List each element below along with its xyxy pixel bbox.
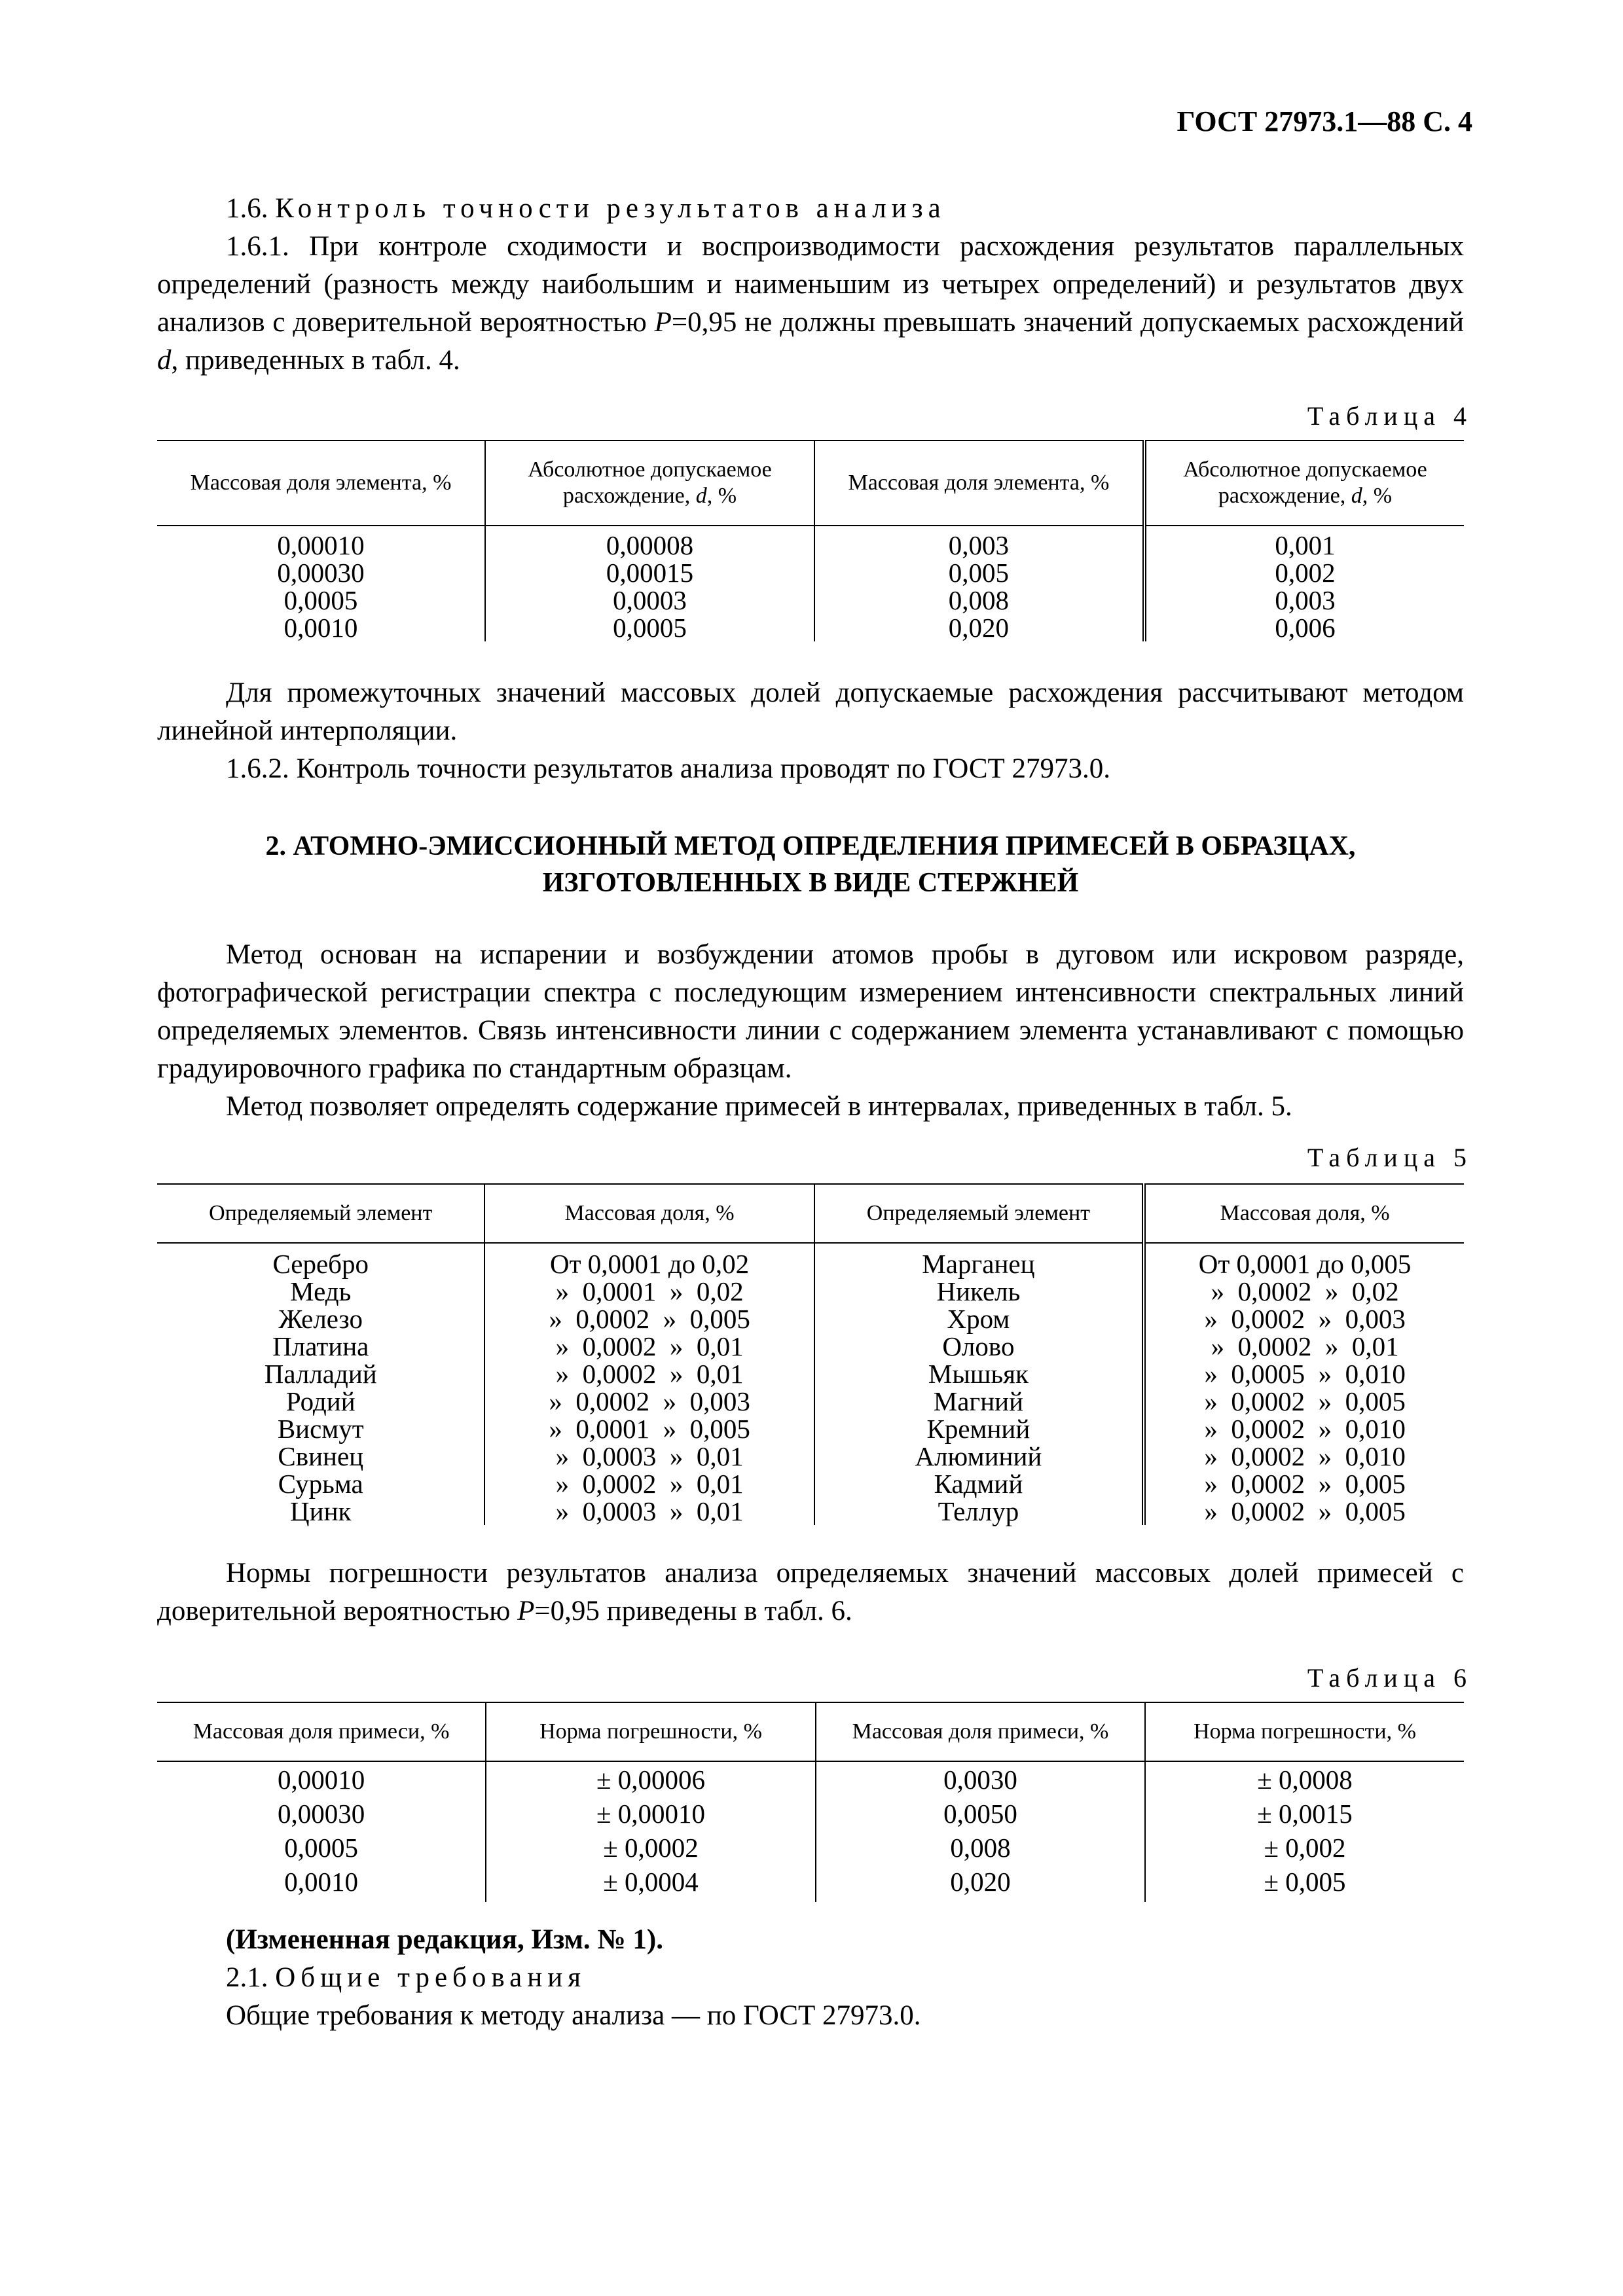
table-column: 0,00008 0,00015 0,0003 0,0005 <box>485 526 814 641</box>
paragraph: Общие требования к методу анализа — по ГОСТ 27973.0. <box>226 2000 921 2031</box>
section-title <box>157 1959 1464 1997</box>
symbol-p: P <box>654 307 672 338</box>
table-row <box>157 526 1464 641</box>
table-6 <box>157 1702 1464 1902</box>
table-column: 0,003 0,005 0,008 0,020 <box>814 526 1144 641</box>
table-header: Абсолютное допускаемое расхождение, d, % <box>1144 440 1464 526</box>
heading-line: 2. АТОМНО-ЭМИССИОННЫЙ МЕТОД ОПРЕДЕЛЕНИЯ ПРИМЕСЕЙ В ОБРАЗЦАХ, <box>265 831 1356 861</box>
section-title-text: Общие требования <box>275 1962 587 1993</box>
table-4-caption: Таблица 4 <box>1307 401 1472 431</box>
section-2-heading <box>157 828 1464 901</box>
table-6-caption: Таблица 6 <box>1307 1663 1472 1693</box>
method-paragraphs <box>157 936 1464 1126</box>
table-header: Определяемый элемент <box>157 1184 484 1243</box>
text-run: Нормы погрешности результатов анализа определяемых значений массовых долей примесей с доверительной вероятностью <box>157 1558 1464 1626</box>
interpolation-paragraphs <box>157 674 1464 788</box>
paragraph-1-6-2: 1.6.2. Контроль точности результатов анализа проводят по ГОСТ 27973.0. <box>226 753 1111 784</box>
table-5-caption: Таблица 5 <box>1307 1143 1472 1172</box>
paragraph: Метод позволяет определять содержание примесей в интервалах, приведенных в табл. 5. <box>226 1091 1292 1122</box>
table-header: Абсолютное допускаемое расхождение, d, % <box>485 440 814 526</box>
table-column: ± 0,0008 ± 0,0015 ± 0,002 ± 0,005 <box>1257 1765 1353 1897</box>
table-column: 0,001 0,002 0,003 0,006 <box>1275 530 1336 643</box>
norms-paragraph <box>157 1554 1464 1630</box>
heading-line: ИЗГОТОВЛЕННЫХ В ВИДЕ СТЕРЖНЕЙ <box>542 868 1079 898</box>
page-header: ГОСТ 27973.1—88 С. 4 <box>1176 105 1472 137</box>
closing-section <box>157 1921 1464 2035</box>
table-header: Массовая доля примеси, % <box>816 1702 1145 1761</box>
table-row <box>157 1243 1464 1525</box>
table-header: Норма погрешности, % <box>1145 1702 1464 1761</box>
table-column: 0,00010 0,00030 0,0005 0,0010 <box>157 1761 486 1902</box>
table-header: Массовая доля элемента, % <box>157 440 485 526</box>
table-column: ± 0,00006 ± 0,00010 ± 0,0002 ± 0,0004 <box>486 1761 816 1902</box>
table-column: Марганец Никель Хром Олово Мышьяк Магний Кремний Алюминий Кадмий Теллур <box>814 1243 1144 1525</box>
table-column: От 0,0001 до 0,005 » 0,0002 » 0,02 » 0,0002 » 0,003 » 0,0002 » 0,01 » 0,0005 » 0,010 » 0,0002 » 0,005 » 0,0002 » 0,010 » 0,0002 » 0,010 » 0,0002 » 0,005 » 0,0002 » 0,005 <box>1198 1249 1412 1526</box>
table-header: Массовая доля, % <box>484 1184 814 1243</box>
section-1-6 <box>157 190 1464 380</box>
table-row <box>157 1761 1464 1902</box>
table-column: 0,0030 0,0050 0,008 0,020 <box>816 1761 1145 1902</box>
table-column: Серебро Медь Железо Платина Палладий Родий Висмут Свинец Сурьма Цинк <box>157 1243 484 1525</box>
paragraph-1-6-1 <box>157 228 1464 380</box>
table-header: Массовая доля примеси, % <box>157 1702 486 1761</box>
section-number: 1.6. <box>226 193 268 224</box>
table-header: Массовая доля, % <box>1144 1184 1464 1243</box>
paragraph <box>157 1554 1464 1630</box>
text-run: 1.6.1. При контроле сходимости и воспроизводимости расхождения результатов параллельных определений (разность между наибольшим и наименьшим из четырех определений) и результатов двух анализов с доверительной вероятностью <box>157 231 1464 338</box>
table-column: 0,00010 0,00030 0,0005 0,0010 <box>157 526 485 641</box>
symbol-d: d <box>157 345 172 376</box>
text-run: , приведенных в табл. 4. <box>171 345 460 376</box>
section-title <box>157 190 1464 228</box>
section-title-text: Контроль точности результатов анализа <box>275 193 946 224</box>
text-run: =0,95 приведены в табл. 6. <box>534 1596 852 1626</box>
table-header: Норма погрешности, % <box>486 1702 816 1761</box>
text-run: =0,95 не должны превышать значений допускаемых расхождений <box>671 307 1464 338</box>
symbol-p: P <box>517 1596 535 1626</box>
section-number: 2.1. <box>226 1962 268 1993</box>
amendment-note: (Измененная редакция, Изм. № 1). <box>226 1924 663 1955</box>
table-4 <box>157 440 1464 641</box>
table-5 <box>157 1183 1464 1525</box>
paragraph: Метод основан на испарении и возбуждении атомов пробы в дуговом или искровом разряде, фотографической регистрации спектра с последующим измерением интенсивности спектральных линий определяемых элементов. Связь интенсивности линии с содержанием элемента устанавливают с помощью градуировочного графика по стандартным образцам. <box>157 939 1464 1084</box>
paragraph: Для промежуточных значений массовых долей допускаемые расхождения рассчитывают методом линейной интерполяции. <box>157 677 1464 746</box>
table-header: Массовая доля элемента, % <box>814 440 1144 526</box>
table-header: Определяемый элемент <box>814 1184 1144 1243</box>
table-column: От 0,0001 до 0,02 » 0,0001 » 0,02 » 0,0002 » 0,005 » 0,0002 » 0,01 » 0,0002 » 0,01 » 0,0002 » 0,003 » 0,0001 » 0,005 » 0,0003 » 0,01 » 0,0002 » 0,01 » 0,0003 » 0,01 <box>484 1243 814 1525</box>
